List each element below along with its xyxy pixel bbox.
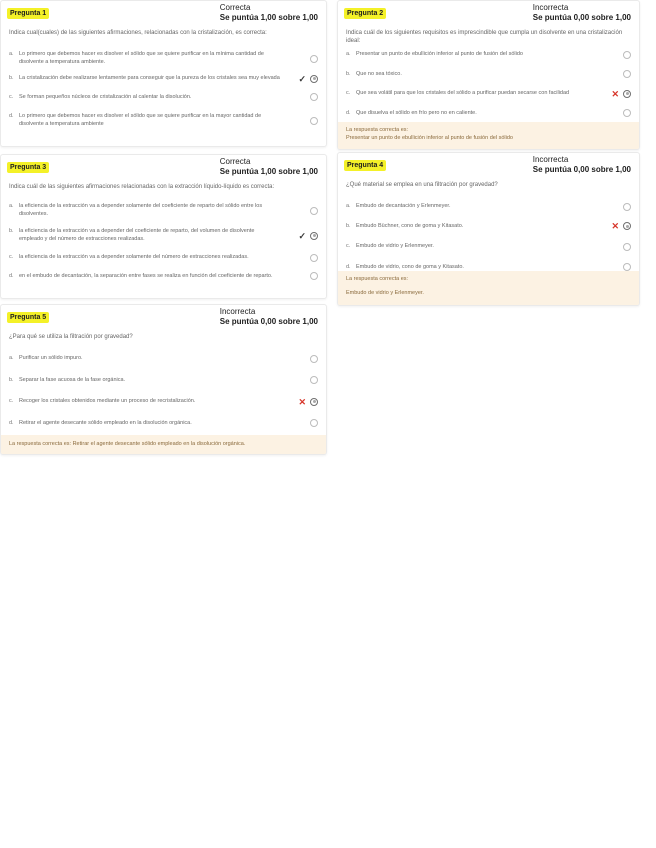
incorrect-cross-icon: ✕ <box>611 221 619 232</box>
question-card-5 <box>0 304 327 455</box>
feedback-heading: La respuesta correcta es: Retirar el agente desecante sólido empleado en la disolución orgánica. <box>9 441 246 447</box>
option-text: Retirar el agente desecante sólido empleado en la disolución orgánica. <box>19 419 192 426</box>
question-prompt: ¿Para qué se utiliza la filtración por gravedad? <box>9 334 133 340</box>
answer-option-c[interactable] <box>338 243 639 251</box>
answer-option-c[interactable] <box>338 90 639 98</box>
option-text: Separar la fase acuosa de la fase orgánica. <box>19 376 126 383</box>
option-letter: b. <box>346 222 351 229</box>
answer-option-a[interactable] <box>338 203 639 211</box>
question-card-1 <box>0 0 327 147</box>
answer-option-c[interactable] <box>1 254 326 262</box>
option-letter: a. <box>9 355 14 361</box>
feedback-heading: La respuesta correcta es: <box>346 127 409 133</box>
option-letter: d. <box>346 263 351 270</box>
radio-button[interactable] <box>623 243 631 251</box>
question-status <box>533 155 631 175</box>
question-card-4 <box>337 152 640 306</box>
option-letter: d. <box>9 272 14 279</box>
option-letter: c. <box>346 243 351 249</box>
option-letter: d. <box>9 419 14 426</box>
option-text: en el embudo de decantación, la separación entre fases se realiza en función del coeficiente de reparto. <box>19 272 273 279</box>
question-score: Se puntúa 1,00 sobre 1,00 <box>219 167 318 176</box>
question-card-2 <box>337 0 640 150</box>
incorrect-cross-icon: ✕ <box>611 88 619 99</box>
question-state: Correcta <box>219 157 251 166</box>
radio-button-selected[interactable] <box>310 398 318 406</box>
question-card-3 <box>0 154 327 299</box>
option-text: Se forman pequeños núcleos de cristalización al calentar la disolución. <box>19 93 192 100</box>
option-letter: c. <box>9 254 14 260</box>
answer-option-c[interactable] <box>1 94 326 102</box>
answer-option-a[interactable] <box>338 51 639 59</box>
radio-button[interactable] <box>310 355 318 363</box>
option-text: Embudo de vidrio y Erlenmeyer. <box>356 243 434 249</box>
radio-button[interactable] <box>310 254 318 262</box>
question-state: Correcta <box>219 3 251 12</box>
option-text: Lo primero que debemos hacer es disolver el sólido que se quiere purificar en la mayor cantidad de disolvente a temperatura ambiente <box>19 113 262 127</box>
radio-button[interactable] <box>623 203 631 211</box>
option-text: Que sea volátil para que los cristales del sólido a purificar puedan secarse con facilidad <box>356 90 570 96</box>
answer-option-d[interactable] <box>338 110 639 118</box>
question-number-tag: Pregunta 2 <box>344 8 386 19</box>
correct-answer-feedback <box>338 271 639 305</box>
question-score: Se puntúa 0,00 sobre 1,00 <box>532 13 631 22</box>
correct-answer-feedback <box>1 435 326 454</box>
option-letter: b. <box>9 376 14 383</box>
option-text: Presentar un punto de ebullición inferior al punto de fusión del sólido <box>356 51 523 57</box>
option-text: La cristalización debe realizarse lentamente para conseguir que la pureza de los cristales sea muy elevada <box>19 75 280 81</box>
option-text: Embudo de decantación y Erlenmeyer. <box>356 203 451 209</box>
answer-option-b[interactable] <box>338 71 639 79</box>
radio-button-selected[interactable] <box>310 232 318 240</box>
option-letter: b. <box>9 75 14 81</box>
option-text: la eficiencia de la extracción va a depender solamente del número de extracciones realizadas. <box>19 254 249 260</box>
question-prompt: Indica cual(cuales) de las siguientes afirmaciones, relacionadas con la cristalización, es correcta: <box>9 30 267 36</box>
option-letter: a. <box>9 51 14 57</box>
question-status <box>533 3 631 23</box>
radio-button[interactable] <box>623 51 631 59</box>
question-prompt: Indica cuál de los siguientes requisitos es imprescindible que cumpla un disolvente en una cristalización ideal: <box>346 30 623 44</box>
answer-option-d[interactable] <box>338 264 639 272</box>
answer-option-d[interactable] <box>1 113 326 128</box>
option-text: la eficiencia de la extracción va a depender solamente del coeficiente de reparto del sólido entre los disolventes. <box>19 203 263 217</box>
option-letter: d. <box>346 109 351 116</box>
option-letter: c. <box>346 90 351 96</box>
question-number-tag: Pregunta 4 <box>344 160 386 171</box>
answer-option-b[interactable] <box>1 228 326 243</box>
option-text: Embudo Büchner, cono de goma y Kitasato. <box>356 222 464 229</box>
radio-button[interactable] <box>310 117 318 125</box>
correct-check-icon: ✓ <box>298 73 306 84</box>
option-text: Que disuelva el sólido en frío pero no en caliente. <box>356 109 477 116</box>
feedback-heading: La respuesta correcta es: <box>346 276 409 282</box>
answer-option-b[interactable] <box>338 223 639 231</box>
radio-button-selected[interactable] <box>310 75 318 83</box>
question-state: Incorrecta <box>532 155 569 164</box>
answer-option-d[interactable] <box>1 273 326 281</box>
question-state: Incorrecta <box>219 307 256 316</box>
option-letter: a. <box>9 203 14 209</box>
question-status <box>220 3 318 23</box>
question-status <box>220 157 318 177</box>
correct-answer-feedback <box>338 122 639 149</box>
question-score: Se puntúa 1,00 sobre 1,00 <box>219 13 318 22</box>
question-number-tag: Pregunta 3 <box>7 162 49 173</box>
answer-option-b[interactable] <box>1 377 326 385</box>
option-text: la eficiencia de la extracción va a depender del coeficiente de reparto, del volumen de disolvente empleado y del número de extracciones realizadas. <box>19 228 255 242</box>
question-prompt: ¿Qué material se emplea en una filtración por gravedad? <box>346 182 498 188</box>
incorrect-cross-icon: ✕ <box>298 396 306 407</box>
option-text: Recoger los cristales obtenidos mediante un proceso de recristalización. <box>19 398 196 404</box>
option-letter: d. <box>9 113 14 119</box>
option-letter: c. <box>9 93 14 100</box>
option-text: Embudo de vidrio, cono de goma y Kitasato. <box>356 263 464 270</box>
question-state: Incorrecta <box>532 3 569 12</box>
radio-button-selected[interactable] <box>623 90 631 98</box>
radio-button[interactable] <box>310 55 318 63</box>
option-letter: a. <box>346 203 351 209</box>
option-text: Que no sea tóxico. <box>356 70 402 77</box>
feedback-answer: Embudo de vidrio y Erlenmeyer. <box>346 290 424 296</box>
radio-button[interactable] <box>310 207 318 215</box>
option-text: Purificar un sólido impuro. <box>19 355 83 361</box>
option-letter: b. <box>346 70 351 77</box>
question-status <box>220 307 318 327</box>
answer-option-a[interactable] <box>1 51 326 66</box>
answer-option-c[interactable] <box>1 398 326 406</box>
option-letter: b. <box>9 228 14 234</box>
answer-option-b[interactable] <box>1 75 326 83</box>
answer-option-a[interactable] <box>1 355 326 363</box>
question-prompt: Indica cuál de las siguientes afirmaciones relacionadas con la extracción líquido-líquido es correcta: <box>9 184 275 190</box>
answer-option-d[interactable] <box>1 420 326 428</box>
option-letter: c. <box>9 398 14 404</box>
correct-check-icon: ✓ <box>298 230 306 241</box>
question-score: Se puntúa 0,00 sobre 1,00 <box>219 317 318 326</box>
answer-option-a[interactable] <box>1 203 326 218</box>
question-number-tag: Pregunta 5 <box>7 312 49 323</box>
question-score: Se puntúa 0,00 sobre 1,00 <box>532 165 631 174</box>
option-text: Lo primero que debemos hacer es disolver el sólido que se quiere purificar en la mínima cantidad de disolvente a temperatura ambiente. <box>19 51 264 65</box>
question-number-tag: Pregunta 1 <box>7 8 49 19</box>
option-letter: a. <box>346 51 351 57</box>
feedback-answer: Presentar un punto de ebullición inferior al punto de fusión del sólido <box>346 135 513 141</box>
